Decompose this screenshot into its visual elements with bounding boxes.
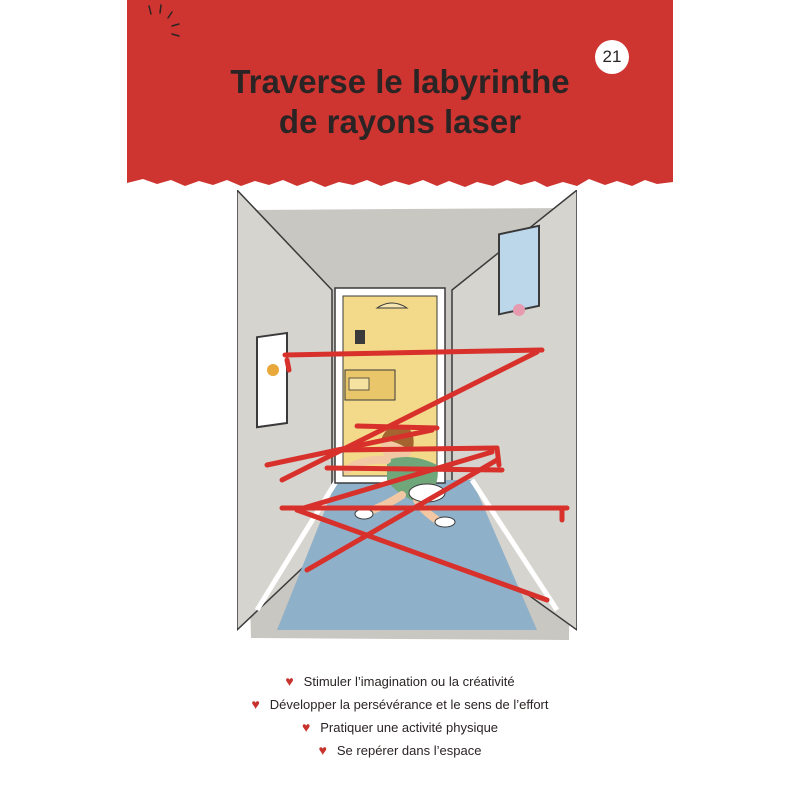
benefit-text: Développer la persévérance et le sens de l’effort	[269, 697, 549, 712]
heart-icon: ♥	[318, 742, 327, 758]
benefit-item	[127, 670, 673, 693]
card-title	[127, 62, 673, 142]
benefit-text: Se repérer dans l’espace	[336, 743, 482, 758]
benefit-item	[127, 693, 673, 716]
benefits-list	[127, 670, 673, 762]
card-header	[127, 0, 673, 195]
title-line-2: de rayons laser	[278, 103, 522, 140]
laser-maze-illustration	[237, 190, 577, 650]
benefit-text: Pratiquer une activité physique	[320, 720, 499, 735]
heart-icon: ♥	[285, 673, 294, 689]
benefit-item	[127, 739, 673, 762]
heart-icon: ♥	[301, 719, 311, 735]
benefit-item	[127, 716, 673, 739]
card-number-badge: 21	[595, 40, 629, 74]
activity-card	[127, 0, 673, 800]
benefit-text: Stimuler l’imagination ou la créativité	[303, 674, 515, 689]
sun-rays-icon	[127, 0, 187, 60]
title-line-1: Traverse le labyrinthe	[230, 63, 570, 100]
heart-icon: ♥	[251, 696, 260, 712]
